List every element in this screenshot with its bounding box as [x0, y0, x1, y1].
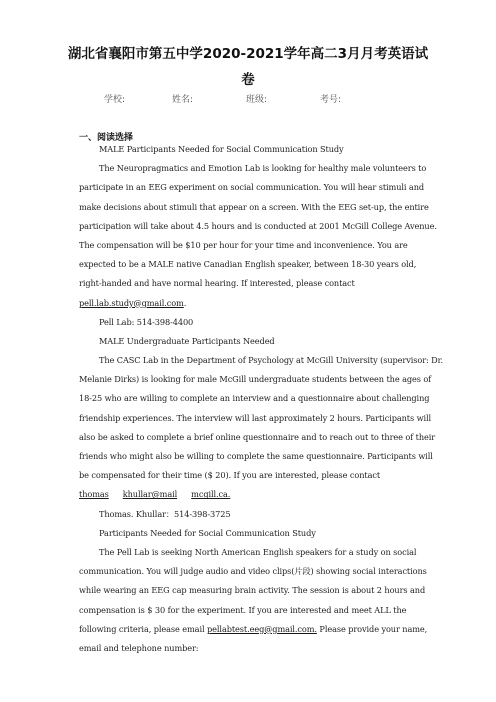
ad1-line: The Neuropragmatics and Emotion Lab is looking for healthy male volunteers to [99, 163, 427, 174]
ad3-email-line [79, 620, 428, 639]
ad1-line: right-handed and have normal hearing. If interested, please contact [79, 278, 355, 289]
ad3-line: while wearing an EEG cap measuring brain activity. The session is about 2 hours and [79, 585, 426, 596]
ad1-line: make decisions about stimuli that appear on a screen. With the EEG set-up, the entire [79, 201, 429, 212]
section-heading: 一、阅读选择 [79, 133, 134, 143]
school-label: 学校: [104, 95, 126, 105]
ad2-title: MALE Undergraduate Participants Needed [99, 335, 275, 346]
ad2-line: The CASC Lab in the Department of Psychology at McGill University (supervisor: Dr. [99, 355, 444, 366]
number-label: 考号: [320, 95, 342, 105]
ad3-line: communication. You will judge audio and video clips(片段) showing social interactions [79, 566, 427, 577]
ad3-line: The Pell Lab is seeking North American English speakers for a study on social [99, 546, 417, 557]
ad1-line: participation will take about 4.5 hours and is conducted at 2001 McGill College Avenue. [79, 220, 437, 231]
ad1-email-line [79, 294, 419, 313]
ad2-email-part-c[interactable]: mcgill.ca. [191, 489, 231, 500]
ad3-email-link[interactable]: pellabtest.eeg@gmail.com. [207, 623, 317, 634]
name-label: 姓名: [172, 95, 194, 105]
ad3-line-prefix: following criteria, please email [79, 623, 208, 634]
ad2-line: be compensated for their time ($ 20). If you are interested, please contact [79, 470, 381, 481]
ad2-line: friends who might also be willing to complete the same questionnaire. Participants will [79, 451, 433, 461]
ad2-line: Melanie Dirks) is looking for male McGill undergraduate students between the ages of [79, 374, 432, 385]
ad1-email-link[interactable]: pell.lab.study@gmail.com [79, 297, 184, 308]
reading-passage [79, 140, 444, 658]
exam-title-line1: 湖北省襄阳市第五中学2020-2021学年高二3月月考英语试 [67, 46, 429, 62]
ad1-title: MALE Participants Needed for Social Communication Study [99, 144, 344, 154]
ad3-line-suffix: Please provide your name, [316, 623, 428, 634]
class-label: 班级: [246, 95, 268, 105]
ad2-phone: Thomas. Khullar：514-398-3725 [99, 508, 231, 519]
ad2-email-part-b[interactable]: khullar@mail [122, 489, 178, 500]
ad1-line: expected to be a MALE native Canadian English speaker, between 18-30 years old, [79, 259, 417, 270]
ad2-email-part-a[interactable]: thomas [79, 489, 109, 500]
ad1-line: participate in an EEG experiment on social communication. You will hear stimuli and [79, 182, 425, 193]
ad2-line: 18-25 who are willing to complete an interview and a questionnaire about challenging [79, 393, 430, 404]
ad3-line: email and telephone number: [79, 642, 199, 653]
ad2-line: also be asked to complete a brief online questionnaire and to reach out to three of their [79, 431, 436, 442]
student-info-row [0, 92, 496, 106]
ad3-title: Participants Needed for Social Communication Study [99, 527, 316, 538]
ad3-line: compensation is $ 30 for the experiment. If you are interested and meet ALL the [79, 604, 407, 615]
ad2-email-line [79, 485, 419, 504]
ad1-phone: Pell Lab: 514-398-4400 [99, 316, 194, 327]
ad2-line: friendship experiences. The interview will last approximately 2 hours. Participants will [79, 412, 432, 423]
ad1-line: The compensation will be $10 per hour for your time and inconvenience. You are [79, 239, 408, 250]
ad1-email-tail: . [183, 297, 187, 308]
exam-title-line2: 卷 [241, 72, 255, 88]
